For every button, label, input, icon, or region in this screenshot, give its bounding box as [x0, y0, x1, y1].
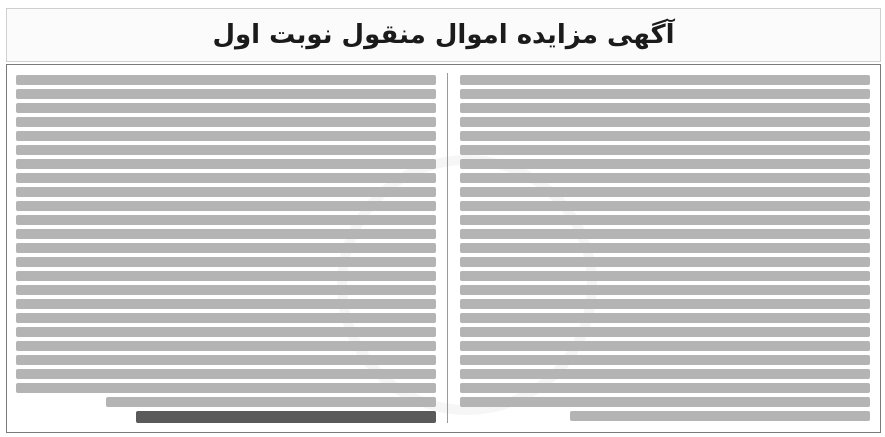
notice-body — [6, 64, 881, 433]
text-line-placeholder — [460, 397, 870, 407]
text-line-placeholder — [460, 383, 870, 393]
text-line-placeholder — [460, 159, 870, 169]
text-line-placeholder — [106, 397, 436, 407]
text-line-placeholder — [16, 117, 436, 127]
text-line-placeholder — [16, 369, 436, 379]
title-band — [6, 8, 881, 62]
text-line-placeholder — [460, 341, 870, 351]
column-divider — [447, 73, 448, 423]
text-line-placeholder — [16, 201, 436, 211]
text-line-placeholder — [460, 327, 870, 337]
text-line-placeholder — [460, 145, 870, 155]
text-line-placeholder — [460, 299, 870, 309]
text-line-placeholder — [16, 89, 436, 99]
text-line-placeholder — [16, 243, 436, 253]
text-line-placeholder — [460, 285, 870, 295]
text-line-placeholder — [460, 229, 870, 239]
text-line-placeholder — [460, 271, 870, 281]
right-column-text — [452, 65, 876, 432]
text-line-placeholder — [16, 173, 436, 183]
text-line-placeholder — [460, 103, 870, 113]
text-line-placeholder — [16, 159, 436, 169]
text-line-placeholder — [16, 313, 436, 323]
text-line-placeholder — [16, 341, 436, 351]
text-line-placeholder — [460, 355, 870, 365]
text-line-placeholder — [16, 103, 436, 113]
text-line-placeholder — [16, 285, 436, 295]
text-line-placeholder — [460, 89, 870, 99]
text-line-placeholder — [460, 215, 870, 225]
text-line-placeholder — [16, 131, 436, 141]
text-line-placeholder — [16, 271, 436, 281]
text-line-placeholder — [460, 313, 870, 323]
text-line-placeholder — [460, 257, 870, 267]
text-line-placeholder — [460, 369, 870, 379]
text-line-placeholder — [460, 75, 870, 85]
text-line-placeholder — [16, 257, 436, 267]
text-line-placeholder — [460, 173, 870, 183]
text-line-placeholder — [16, 355, 436, 365]
text-line-placeholder — [16, 383, 436, 393]
text-line-placeholder — [460, 243, 870, 253]
text-line-placeholder — [570, 411, 870, 421]
text-line-placeholder — [16, 299, 436, 309]
text-line-placeholder — [460, 131, 870, 141]
text-line-placeholder — [16, 75, 436, 85]
notice-title: آگهی مزایده اموال منقول نوبت اول — [212, 20, 675, 50]
text-line-placeholder — [460, 117, 870, 127]
text-line-placeholder — [16, 145, 436, 155]
text-line-placeholder — [16, 215, 436, 225]
text-line-placeholder — [16, 187, 436, 197]
text-line-placeholder — [136, 411, 436, 423]
text-line-placeholder — [460, 201, 870, 211]
text-line-placeholder — [16, 327, 436, 337]
text-line-placeholder — [460, 187, 870, 197]
text-line-placeholder — [16, 229, 436, 239]
left-column-text — [11, 65, 442, 432]
